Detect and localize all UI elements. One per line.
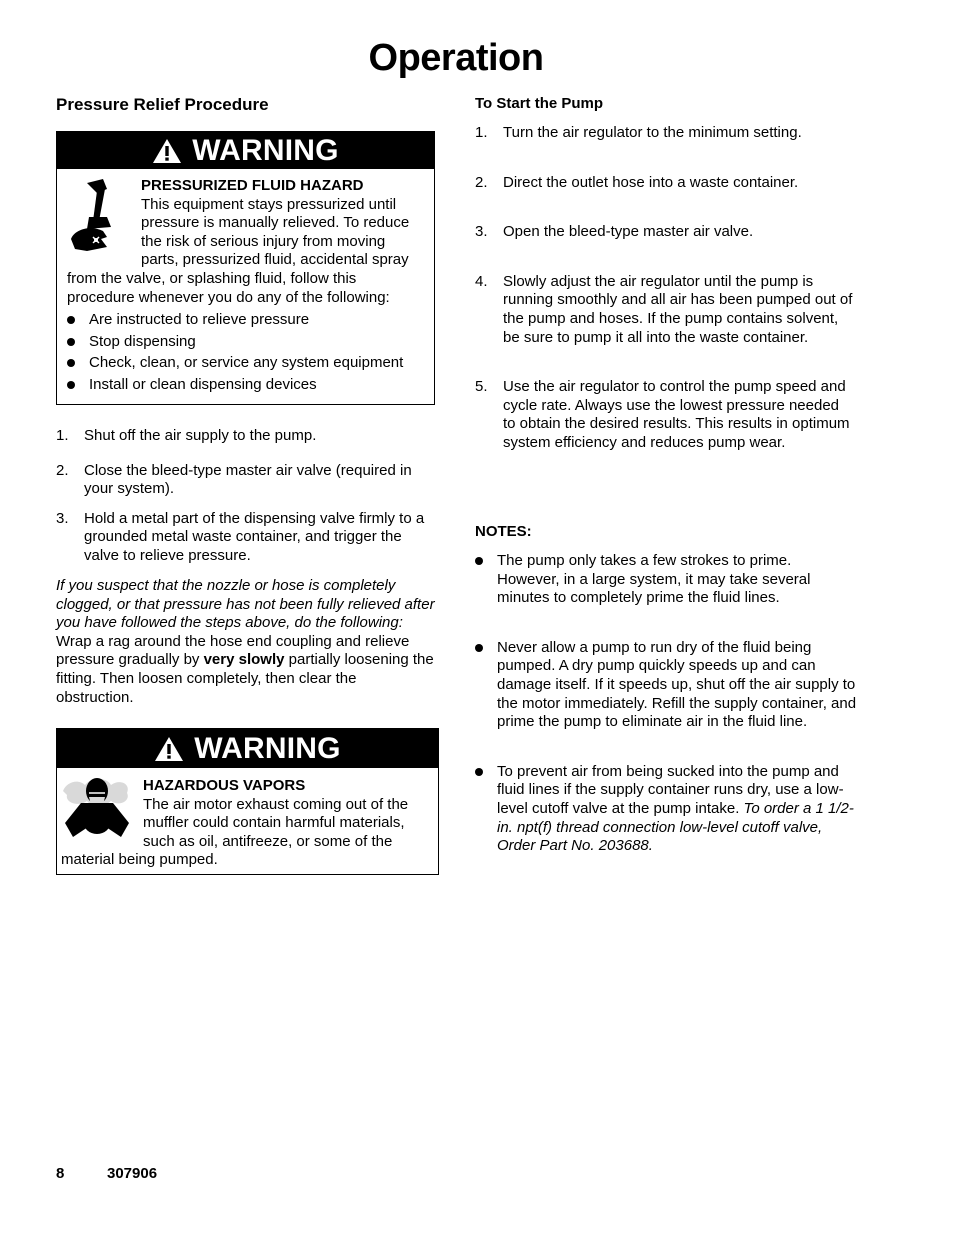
step-item: 1. Turn the air regulator to the minimum setting. <box>475 124 802 141</box>
warning-banner <box>57 729 438 768</box>
hazardous-vapors-warning-box <box>56 728 439 875</box>
notes-list <box>475 552 857 856</box>
step-item: 3. Open the bleed-type master air valve. <box>475 223 754 241</box>
toxic-vapors-hazard-icon <box>61 777 139 849</box>
warning-bullet-list <box>67 311 424 394</box>
list-item: Are instructed to relieve pressure <box>67 311 424 330</box>
warning-banner <box>57 132 434 169</box>
start-pump-steps <box>475 124 855 453</box>
section-heading-pressure-relief: Pressure Relief Procedure <box>56 95 269 114</box>
note-item: To prevent air from being sucked into the pump and fluid lines if the supply container runs dry, use a low-level cutoff valve at the pump intake. To order a 1 1/2-in. npt(f) thread connection low-level cutoff valve, Order Part No. 203688. <box>475 763 857 856</box>
step-item: 5. Use the air regulator to control the pump speed and cycle rate. Always use the lowest pressure needed to obtain the desired results. This results in optimum system efficiency and reduces pump wear. <box>475 378 850 451</box>
list-item: Install or clean dispensing devices <box>67 376 424 395</box>
note-item: Never allow a pump to run dry of the fluid being pumped. A dry pump quickly speeds up and can damage itself. If it speeds up, shut off the air supply to the motor immediately. Refill the supply container, and prime the pump to eliminate air in the fluid line. <box>475 639 857 732</box>
hazard-title: HAZARDOUS VAPORS <box>143 777 306 794</box>
step-item: 3. Hold a metal part of the dispensing valve firmly to a grounded metal waste container, and trigger the valve to relieve pressure. <box>56 509 425 564</box>
page-number: 8 <box>56 1165 65 1182</box>
clog-instruction-paragraph: If you suspect that the nozzle or hose is completely clogged, or that pressure has not been fully relieved after you have followed the steps above, do the following: Wrap a rag around the hose end coupling and relieve pressure gradually by very slowly partially loosening the fitting. Then loosen completely, then clear the obstruction. <box>56 577 435 706</box>
list-item: Check, clean, or service any system equipment <box>67 354 424 373</box>
page-title: Operation <box>368 37 544 79</box>
step-item: 2. Close the bleed-type master air valve (required in your system). <box>56 461 412 498</box>
step-item: 1. Shut off the air supply to the pump. <box>56 427 317 444</box>
hazard-description: This equipment stays pressurized until pressure is manually relieved. To reduce the risk of serious injury from moving parts, pressurized fluid, accidental spray from the valve, or splashing fluid, follow this procedure whenever you do any of the following: <box>67 195 410 306</box>
pressurized-fluid-warning-box <box>56 131 435 405</box>
step-item: 2. Direct the outlet hose into a waste container. <box>475 173 799 191</box>
note-item: The pump only takes a few strokes to prime. However, in a large system, it may take several minutes to completely prime the fluid lines. <box>475 552 857 608</box>
warning-label: WARNING <box>194 731 341 765</box>
document-number: 307906 <box>107 1165 158 1182</box>
section-heading-start-pump: To Start the Pump <box>475 95 604 112</box>
fluid-injection-hazard-icon <box>67 177 139 267</box>
pressure-relief-steps <box>56 427 436 566</box>
list-item: Stop dispensing <box>67 333 424 352</box>
warning-triangle-icon <box>152 138 182 164</box>
warning-triangle-icon <box>154 736 184 762</box>
hazard-description: The air motor exhaust coming out of the muffler could contain harmful materials, such as oil, antifreeze, or some of the material being pumped. <box>61 795 409 869</box>
hazard-title: PRESSURIZED FLUID HAZARD <box>141 177 364 194</box>
step-item: 4. Slowly adjust the air regulator until the pump is running smoothly and all air has been pumped out of the pump and hoses. If the pump contains solvent, be sure to pump it all into the waste container. <box>475 272 853 346</box>
warning-label: WARNING <box>192 133 339 167</box>
notes-heading: NOTES: <box>475 523 532 540</box>
